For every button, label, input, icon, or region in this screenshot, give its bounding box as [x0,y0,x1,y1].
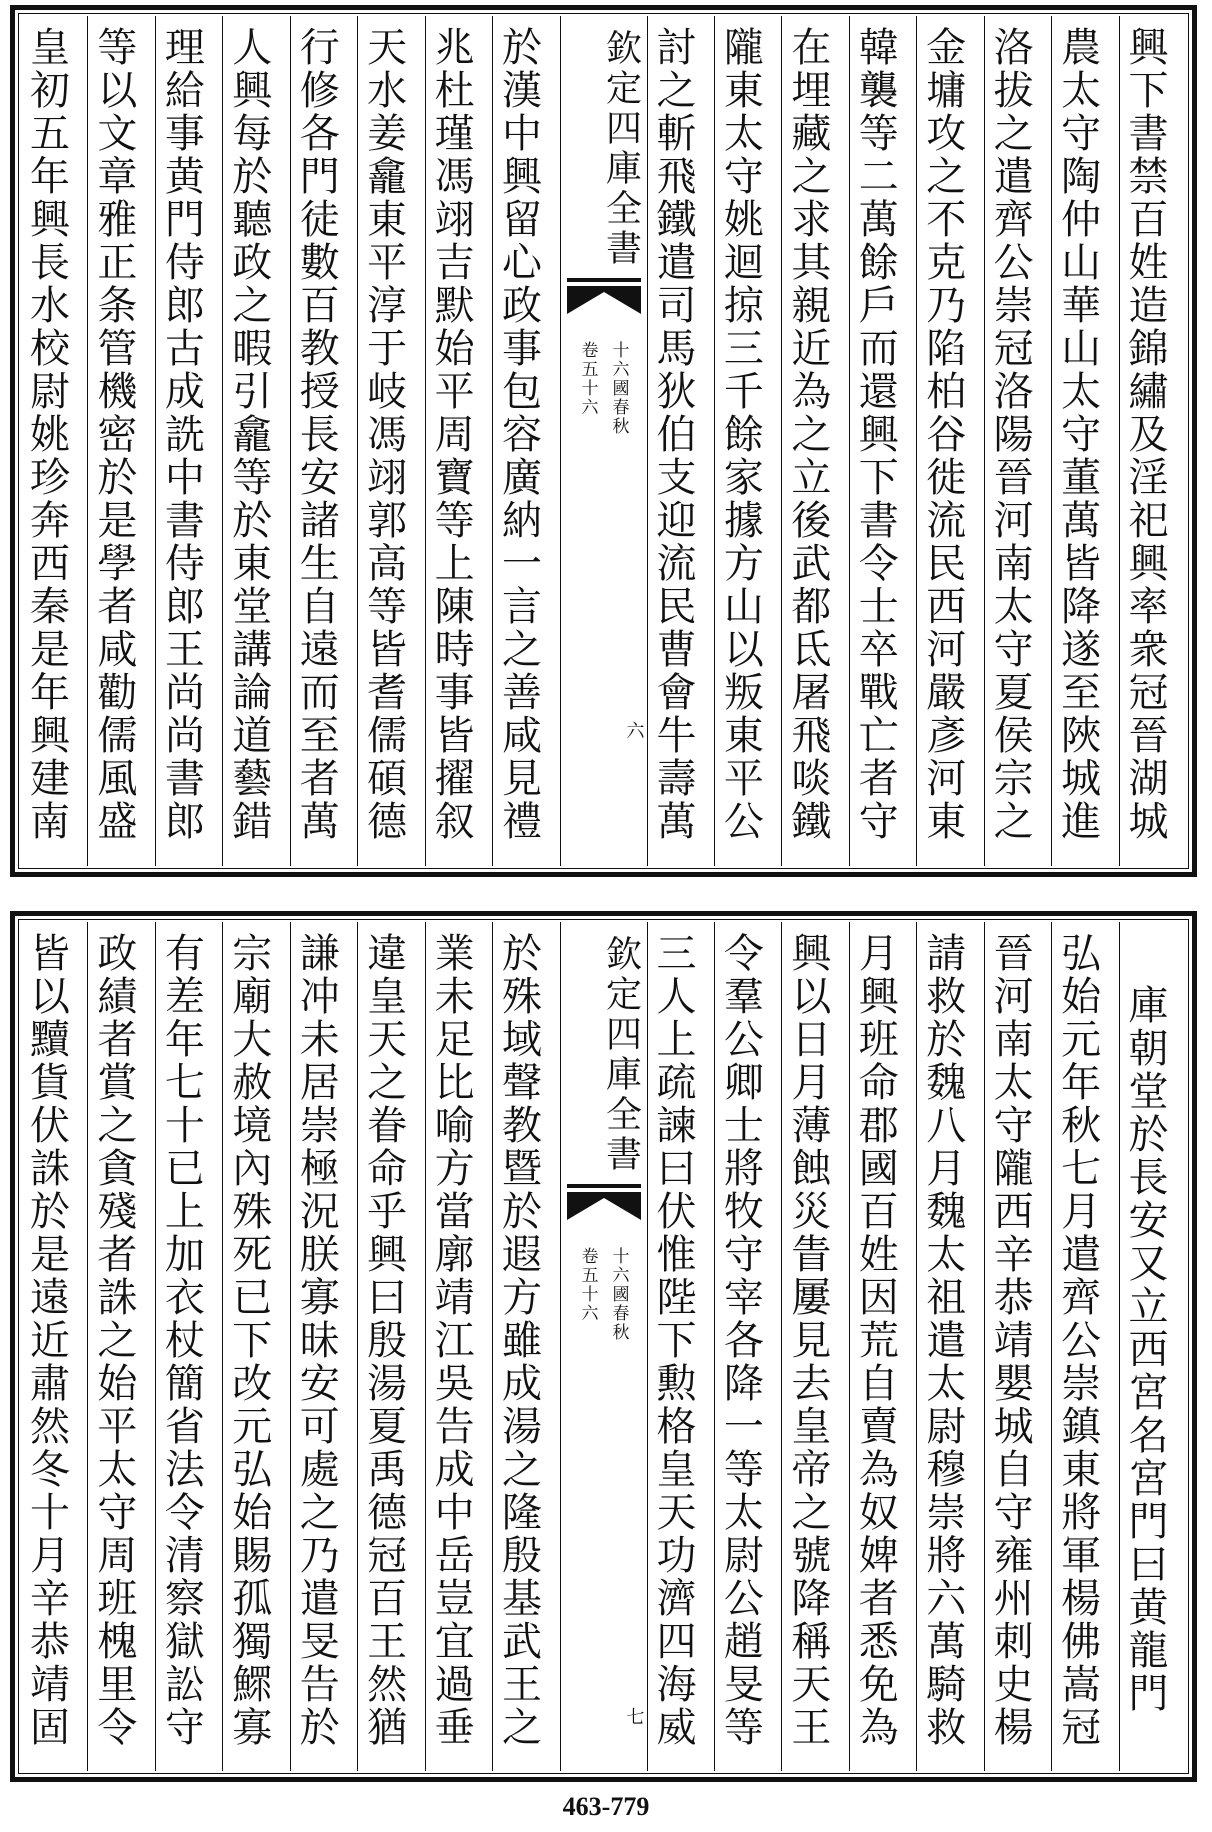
column-text: 等以文章雅正条管機密於是學者咸勸儒風盛 [90,26,137,843]
column-text: 晉河南太守隴西辛恭靖嬰城自守雍州刺史楊 [987,932,1034,1749]
text-column [290,922,357,1771]
text-column [916,922,983,1771]
column-text: 隴東太守姚迴掠三千餘家據方山以叛東平公 [717,26,764,843]
text-column [1119,16,1186,866]
text-column [984,16,1051,866]
center-subtitle [561,1247,647,1467]
text-column [916,16,983,866]
column-text: 皇初五年興長水校尉姚珍奔西秦是年興建南 [23,26,70,843]
column-text: 在埋藏之求其親近為之立後武都氐屠飛啖鐵 [784,26,831,843]
column-text: 洛拔之遣齊公崇冠洛陽晉河南太守夏侯宗之 [987,26,1034,843]
page-number: 七 [623,1707,645,1725]
top-columns [21,16,1186,866]
text-column [849,16,916,866]
column-text: 庫朝堂於長安又立西宮名宮門曰黄龍門 [1122,984,1168,1715]
bottom-page [10,911,1197,1782]
column-text: 三人上疏諫曰伏惟陛下勲格皇天功濟四海威 [649,932,696,1749]
column-text: 皆以黷貨伏誅於是遠近肅然冬十月辛恭靖固 [23,932,70,1749]
column-text: 業未足比喻方當廓靖江吳告成中岳豈宜過垂 [428,932,475,1749]
center-column [560,922,647,1771]
book-title: 欽定四庫全書 [600,935,642,1175]
column-text: 興下書禁百姓造錦繡及淫祀興率衆冠晉湖城 [1122,26,1168,843]
column-text: 請救於魏八月魏太祖遣太尉穆崇將六萬騎救 [919,932,966,1749]
column-text: 於殊域聲教暨於遐方雖成湯之隆殷基武王之 [495,932,542,1749]
text-column [357,16,424,866]
footer-page-code: 463-779 [562,1792,650,1821]
text-column [781,922,848,1771]
text-column [781,16,848,866]
column-text: 弘始元年秋七月遣齊公崇鎮東將軍楊佛嵩冠 [1054,932,1101,1749]
text-column [984,922,1051,1771]
column-text: 謙冲未居崇極況朕寡昧安可處之乃遣旻告於 [293,932,340,1749]
column-text: 兆杜瑾馮翊吉默始平周寶等上陳時事皆擢叙 [428,26,475,843]
text-column [222,16,289,866]
column-text: 政績者賞之貪殘者誅之始平太守周班槐里令 [90,932,137,1749]
text-column [87,922,154,1771]
work-title: 十六國春秋 [608,341,629,436]
column-text: 興以日月薄蝕災眚屢見去皇帝之號降稱天王 [784,932,831,1749]
text-column [155,16,222,866]
text-column [425,16,492,866]
bottom-columns [21,922,1186,1771]
text-column [425,922,492,1771]
text-column [849,922,916,1771]
text-column [21,922,87,1771]
column-text: 討之斬飛鐵遣司馬狄伯支迎流民曹會牛壽萬 [649,26,696,843]
center-subtitle [561,341,647,561]
text-column [21,16,87,866]
column-text: 韓襲等二萬餘戶而還興下書令士卒戰亡者守 [852,26,899,843]
text-column [714,16,781,866]
fish-tail-mark-icon [567,278,641,314]
text-column [647,922,714,1771]
book-title: 欽定四庫全書 [600,29,642,269]
text-column [155,922,222,1771]
column-text: 月興班命郡國百姓因荒自賣為奴婢者悉免為 [852,932,899,1749]
volume-label: 卷五十六 [577,341,598,417]
column-text: 違皇天之眷命乎興曰殷湯夏禹德冠百王然猶 [360,932,407,1749]
column-text: 人興每於聽政之暇引龕等於東堂講論道藝錯 [225,26,272,843]
text-column [647,16,714,866]
volume-label: 卷五十六 [577,1247,598,1323]
text-column [87,16,154,866]
column-text: 天水姜龕東平淳于岐馮翊郭高等皆耆儒碩德 [360,26,407,843]
text-column [1051,16,1118,866]
column-text: 理給事黄門侍郎古成詵中書侍郎王尚尚書郎 [158,26,205,843]
text-column [714,922,781,1771]
text-column [1119,922,1186,1771]
page-number: 六 [623,721,645,739]
column-text: 金墉攻之不克乃陷柏谷徙流民西河嚴彥河東 [919,26,966,843]
top-page [10,5,1197,877]
text-column [357,922,424,1771]
text-column [492,16,559,866]
column-text: 於漢中興留心政事包容廣納一言之善咸見禮 [495,26,542,843]
text-column [1051,922,1118,1771]
work-title: 十六國春秋 [608,1247,629,1342]
column-text: 令羣公卿士將牧守宰各降一等太尉公趙旻等 [717,932,764,1749]
column-text: 農太守陶仲山華山太守董萬皆降遂至陜城進 [1054,26,1101,843]
fish-tail-mark-icon [567,1184,641,1220]
text-column [290,16,357,866]
text-column [222,922,289,1771]
text-column [492,922,559,1771]
column-text: 宗廟大赦境內殊死已下改元弘始賜孤獨鰥寡 [225,932,272,1749]
column-text: 有差年七十已上加衣杖簡省法令清察獄訟守 [158,932,205,1749]
center-column [560,16,647,866]
column-text: 行修各門徒數百教授長安諸生自遠而至者萬 [293,26,340,843]
